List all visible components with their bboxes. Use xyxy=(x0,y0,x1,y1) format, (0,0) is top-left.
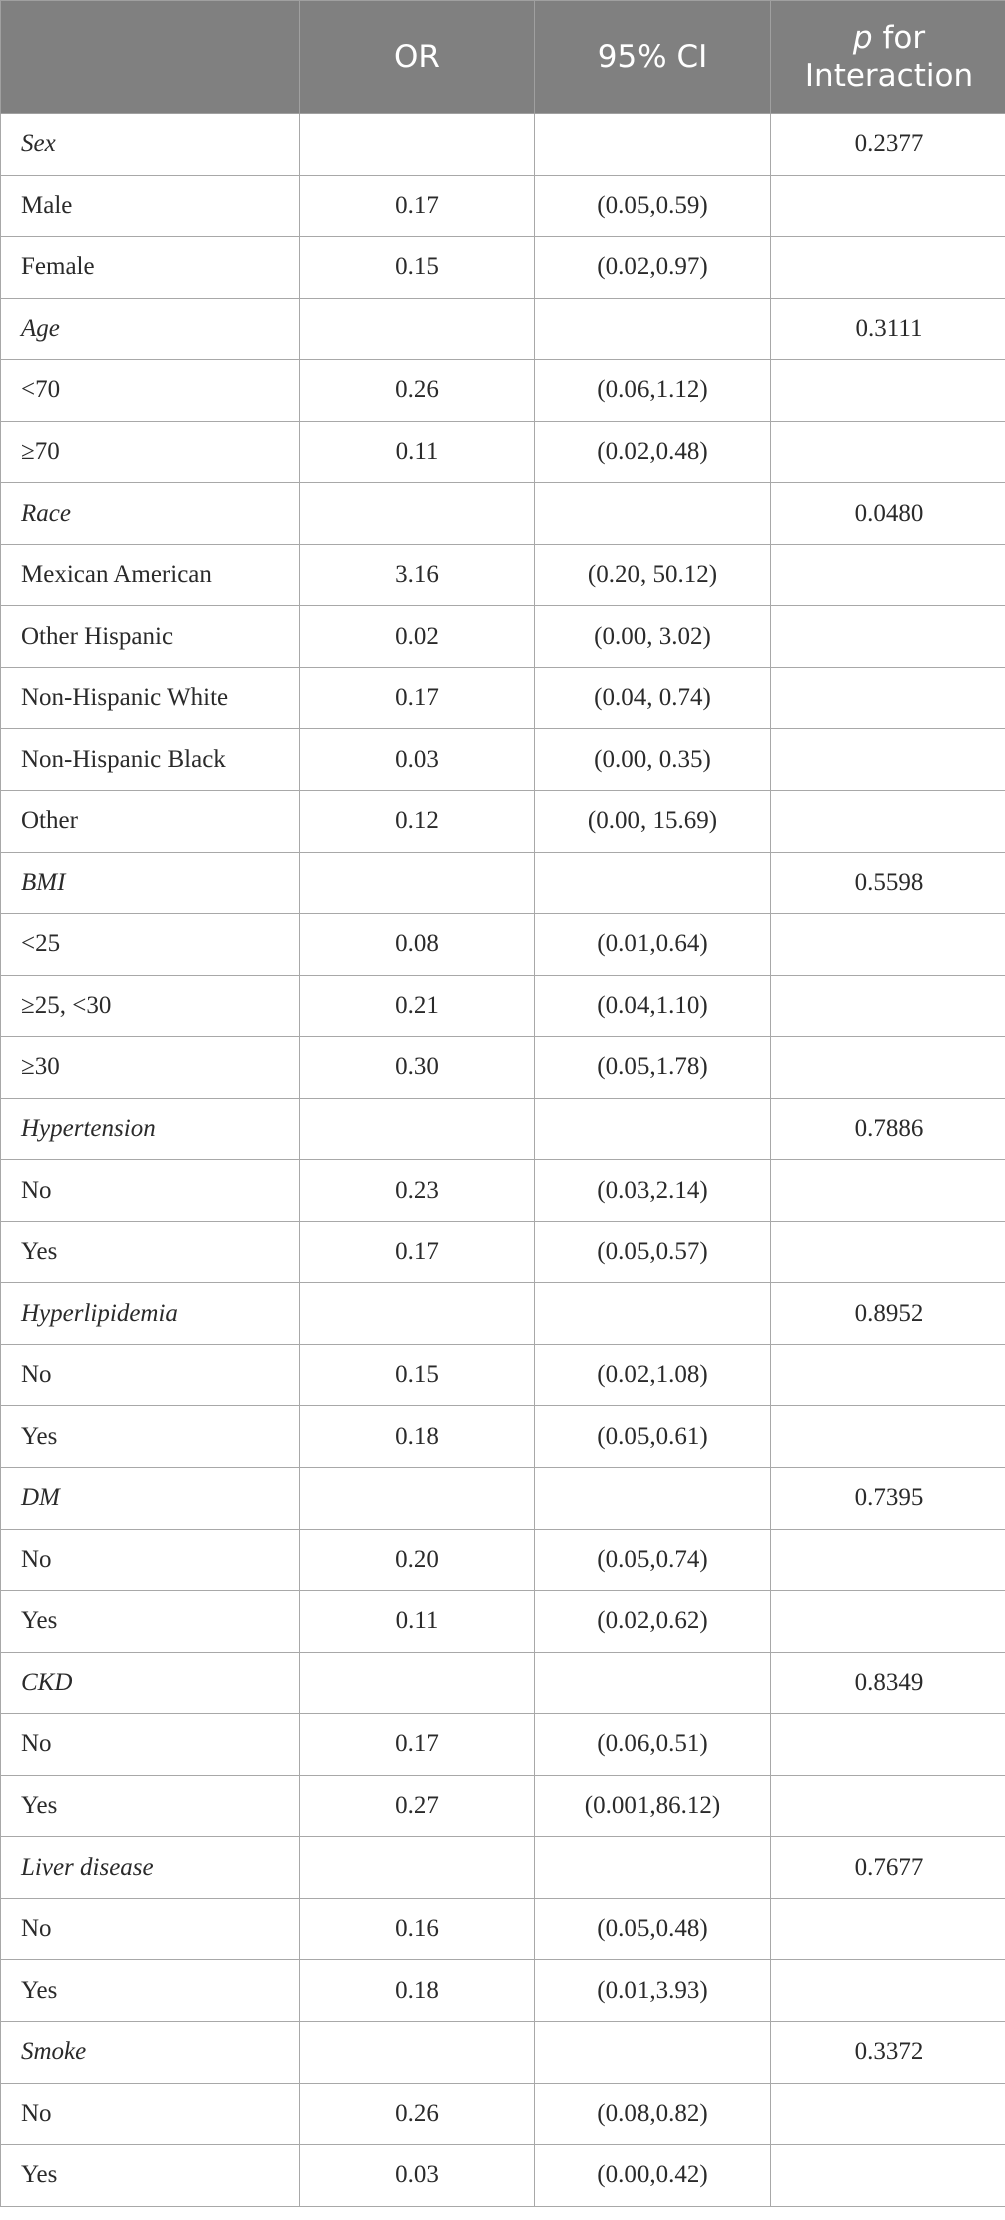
or-cell: 0.03 xyxy=(300,2145,535,2207)
subgroup-cell: No xyxy=(1,1898,300,1960)
subgroup-cell: Yes xyxy=(1,1960,300,2022)
ci-cell xyxy=(535,2021,771,2083)
p-interaction-cell xyxy=(771,237,1005,299)
or-cell: 0.16 xyxy=(300,1898,535,1960)
subgroup-cell: ≥30 xyxy=(1,1037,300,1099)
or-cell: 0.26 xyxy=(300,2083,535,2145)
subgroup-cell: DM xyxy=(1,1468,300,1530)
table-row xyxy=(1,729,1005,791)
or-cell: 0.23 xyxy=(300,1160,535,1222)
header-or: OR xyxy=(300,1,535,114)
p-interaction-cell: 0.8349 xyxy=(771,1652,1005,1714)
subgroup-cell: Non-Hispanic White xyxy=(1,667,300,729)
subgroup-cell: No xyxy=(1,1160,300,1222)
table-group-row xyxy=(1,483,1005,545)
ci-cell: (0.00, 3.02) xyxy=(535,606,771,668)
or-cell: 0.17 xyxy=(300,667,535,729)
p-interaction-cell: 0.2377 xyxy=(771,114,1005,176)
ci-cell: (0.00, 15.69) xyxy=(535,791,771,853)
p-interaction-cell xyxy=(771,1160,1005,1222)
table-row xyxy=(1,2083,1005,2145)
table-group-row xyxy=(1,1283,1005,1345)
p-interaction-cell xyxy=(771,606,1005,668)
header-row xyxy=(1,1,1005,114)
or-cell: 0.08 xyxy=(300,914,535,976)
subgroup-cell: Hypertension xyxy=(1,1098,300,1160)
or-cell xyxy=(300,1652,535,1714)
p-interaction-cell xyxy=(771,914,1005,976)
table-group-row xyxy=(1,1098,1005,1160)
table-row xyxy=(1,237,1005,299)
header-ci: 95% CI xyxy=(535,1,771,114)
or-cell: 0.17 xyxy=(300,1714,535,1776)
p-interaction-cell xyxy=(771,1406,1005,1468)
subgroup-cell: No xyxy=(1,1714,300,1776)
or-cell xyxy=(300,852,535,914)
subgroup-cell: Yes xyxy=(1,1406,300,1468)
ci-cell xyxy=(535,852,771,914)
p-interaction-cell xyxy=(771,975,1005,1037)
or-cell xyxy=(300,114,535,176)
subgroup-cell: Male xyxy=(1,175,300,237)
table-group-row xyxy=(1,2021,1005,2083)
header-subgroup xyxy=(1,1,300,114)
p-interaction-cell xyxy=(771,421,1005,483)
p-interaction-cell xyxy=(771,2083,1005,2145)
p-interaction-cell xyxy=(771,1529,1005,1591)
p-interaction-cell xyxy=(771,175,1005,237)
ci-cell: (0.06,1.12) xyxy=(535,360,771,422)
subgroup-cell: Female xyxy=(1,237,300,299)
ci-cell xyxy=(535,1283,771,1345)
p-interaction-cell xyxy=(771,360,1005,422)
subgroup-cell: Yes xyxy=(1,1591,300,1653)
table-row xyxy=(1,1714,1005,1776)
ci-cell xyxy=(535,1837,771,1899)
or-cell xyxy=(300,1283,535,1345)
subgroup-cell: Race xyxy=(1,483,300,545)
subgroup-cell: No xyxy=(1,2083,300,2145)
or-cell xyxy=(300,2021,535,2083)
subgroup-cell: No xyxy=(1,1344,300,1406)
table-row xyxy=(1,1160,1005,1222)
or-cell xyxy=(300,1837,535,1899)
table-row xyxy=(1,1406,1005,1468)
subgroup-cell: Mexican American xyxy=(1,544,300,606)
table-row xyxy=(1,914,1005,976)
table-group-row xyxy=(1,1468,1005,1530)
or-cell: 0.27 xyxy=(300,1775,535,1837)
header-p-symbol: p xyxy=(852,20,873,56)
subgroup-cell: No xyxy=(1,1529,300,1591)
or-cell: 0.21 xyxy=(300,975,535,1037)
p-interaction-cell: 0.8952 xyxy=(771,1283,1005,1345)
or-cell: 0.30 xyxy=(300,1037,535,1099)
or-cell xyxy=(300,1098,535,1160)
p-interaction-cell xyxy=(771,729,1005,791)
p-interaction-cell xyxy=(771,1037,1005,1099)
subgroup-cell: Liver disease xyxy=(1,1837,300,1899)
p-interaction-cell: 0.7395 xyxy=(771,1468,1005,1530)
p-interaction-cell xyxy=(771,667,1005,729)
table-row xyxy=(1,1529,1005,1591)
table-row xyxy=(1,1221,1005,1283)
p-interaction-cell: 0.3111 xyxy=(771,298,1005,360)
p-interaction-cell: 0.0480 xyxy=(771,483,1005,545)
or-cell: 0.20 xyxy=(300,1529,535,1591)
ci-cell: (0.02,0.62) xyxy=(535,1591,771,1653)
table-row xyxy=(1,1775,1005,1837)
ci-cell: (0.05,0.61) xyxy=(535,1406,771,1468)
p-interaction-cell: 0.3372 xyxy=(771,2021,1005,2083)
subgroup-cell: <70 xyxy=(1,360,300,422)
p-interaction-cell xyxy=(771,1898,1005,1960)
or-cell: 0.18 xyxy=(300,1406,535,1468)
ci-cell: (0.20, 50.12) xyxy=(535,544,771,606)
or-cell xyxy=(300,298,535,360)
ci-cell xyxy=(535,114,771,176)
p-interaction-cell: 0.7677 xyxy=(771,1837,1005,1899)
table-row xyxy=(1,1037,1005,1099)
table-row xyxy=(1,360,1005,422)
ci-cell: (0.03,2.14) xyxy=(535,1160,771,1222)
p-interaction-cell xyxy=(771,1344,1005,1406)
table-row xyxy=(1,2145,1005,2207)
table-row xyxy=(1,667,1005,729)
ci-cell: (0.05,0.48) xyxy=(535,1898,771,1960)
p-interaction-cell xyxy=(771,1960,1005,2022)
ci-cell xyxy=(535,1468,771,1530)
p-interaction-cell xyxy=(771,1714,1005,1776)
subgroup-cell: Yes xyxy=(1,1775,300,1837)
table-row xyxy=(1,1344,1005,1406)
subgroup-cell: Smoke xyxy=(1,2021,300,2083)
table-group-row xyxy=(1,114,1005,176)
subgroup-cell: Age xyxy=(1,298,300,360)
p-interaction-cell xyxy=(771,791,1005,853)
table-row xyxy=(1,544,1005,606)
table-row xyxy=(1,975,1005,1037)
ci-cell: (0.01,3.93) xyxy=(535,1960,771,2022)
subgroup-cell: Non-Hispanic Black xyxy=(1,729,300,791)
table-row xyxy=(1,175,1005,237)
or-cell: 0.11 xyxy=(300,421,535,483)
or-cell: 0.12 xyxy=(300,791,535,853)
p-interaction-cell xyxy=(771,1221,1005,1283)
header-p-label: for Interaction xyxy=(804,20,974,94)
p-interaction-cell xyxy=(771,1775,1005,1837)
ci-cell: (0.08,0.82) xyxy=(535,2083,771,2145)
ci-cell: (0.02,1.08) xyxy=(535,1344,771,1406)
ci-cell: (0.001,86.12) xyxy=(535,1775,771,1837)
table-row xyxy=(1,791,1005,853)
or-cell: 3.16 xyxy=(300,544,535,606)
subgroup-cell: Yes xyxy=(1,2145,300,2207)
ci-cell: (0.05,0.59) xyxy=(535,175,771,237)
table-group-row xyxy=(1,298,1005,360)
ci-cell: (0.01,0.64) xyxy=(535,914,771,976)
table-row xyxy=(1,1591,1005,1653)
ci-cell xyxy=(535,483,771,545)
table-row xyxy=(1,606,1005,668)
ci-cell: (0.02,0.97) xyxy=(535,237,771,299)
ci-cell: (0.06,0.51) xyxy=(535,1714,771,1776)
table-row xyxy=(1,421,1005,483)
subgroup-cell: Other Hispanic xyxy=(1,606,300,668)
table-row xyxy=(1,1960,1005,2022)
subgroup-cell: BMI xyxy=(1,852,300,914)
ci-cell: (0.00,0.42) xyxy=(535,2145,771,2207)
subgroup-cell: ≥70 xyxy=(1,421,300,483)
p-interaction-cell: 0.5598 xyxy=(771,852,1005,914)
ci-cell: (0.05,0.74) xyxy=(535,1529,771,1591)
p-interaction-cell: 0.7886 xyxy=(771,1098,1005,1160)
or-cell: 0.17 xyxy=(300,1221,535,1283)
p-interaction-cell xyxy=(771,2145,1005,2207)
or-cell: 0.18 xyxy=(300,1960,535,2022)
or-cell xyxy=(300,1468,535,1530)
ci-cell: (0.02,0.48) xyxy=(535,421,771,483)
p-interaction-cell xyxy=(771,544,1005,606)
p-interaction-cell xyxy=(771,1591,1005,1653)
or-cell: 0.15 xyxy=(300,237,535,299)
ci-cell xyxy=(535,1652,771,1714)
ci-cell: (0.04, 0.74) xyxy=(535,667,771,729)
subgroup-cell: Sex xyxy=(1,114,300,176)
subgroup-cell: Yes xyxy=(1,1221,300,1283)
table-row xyxy=(1,1898,1005,1960)
or-cell: 0.02 xyxy=(300,606,535,668)
ci-cell: (0.05,1.78) xyxy=(535,1037,771,1099)
subgroup-cell: Hyperlipidemia xyxy=(1,1283,300,1345)
ci-cell: (0.04,1.10) xyxy=(535,975,771,1037)
or-cell: 0.15 xyxy=(300,1344,535,1406)
header-p-interaction xyxy=(771,1,1005,114)
ci-cell xyxy=(535,1098,771,1160)
table-group-row xyxy=(1,1837,1005,1899)
subgroup-cell: CKD xyxy=(1,1652,300,1714)
table-body xyxy=(1,114,1005,2207)
or-cell xyxy=(300,483,535,545)
ci-cell: (0.00, 0.35) xyxy=(535,729,771,791)
or-cell: 0.26 xyxy=(300,360,535,422)
subgroup-cell: Other xyxy=(1,791,300,853)
ci-cell: (0.05,0.57) xyxy=(535,1221,771,1283)
ci-cell xyxy=(535,298,771,360)
or-cell: 0.11 xyxy=(300,1591,535,1653)
or-cell: 0.03 xyxy=(300,729,535,791)
subgroup-cell: ≥25, <30 xyxy=(1,975,300,1037)
subgroup-cell: <25 xyxy=(1,914,300,976)
or-cell: 0.17 xyxy=(300,175,535,237)
table-group-row xyxy=(1,1652,1005,1714)
table-group-row xyxy=(1,852,1005,914)
table-header xyxy=(1,1,1005,114)
